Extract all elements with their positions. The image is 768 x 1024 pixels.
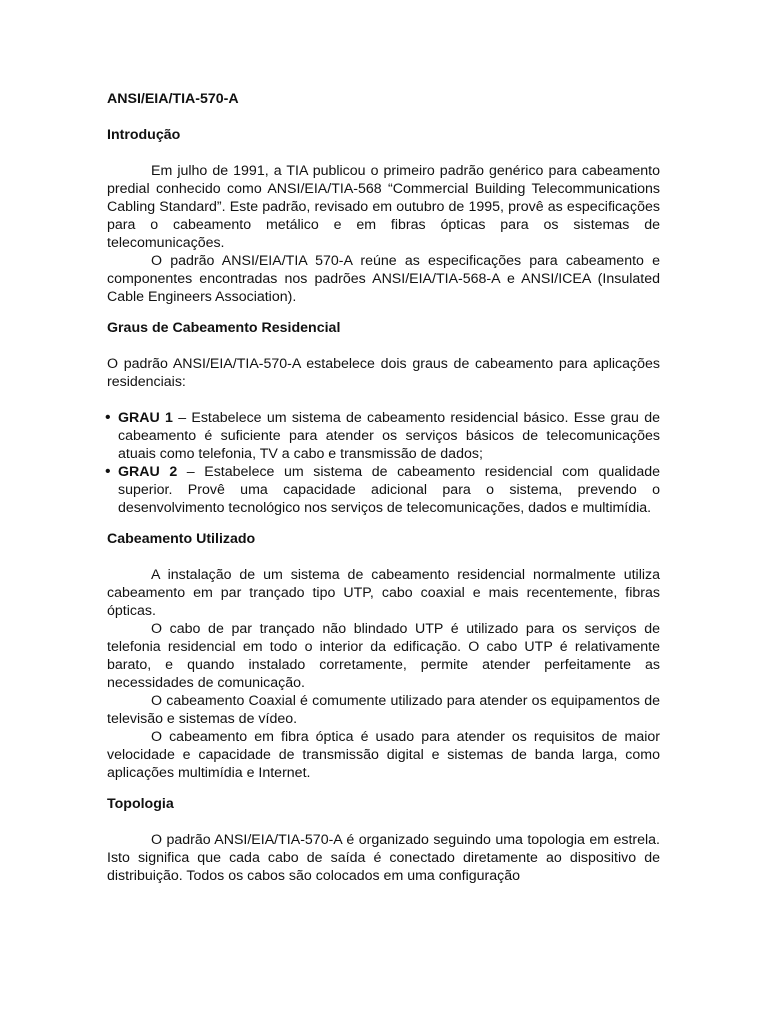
graus-bullet-list [107,409,660,517]
section-heading-topologia: Topologia [107,796,174,812]
graus-paragraph-1: O padrão ANSI/EIA/TIA-570-A estabelece dois graus de cabeamento para aplicações residenciais: [107,356,660,390]
grau-1-text: – Estabelece um sistema de cabeamento residencial básico. Esse grau de cabeamento é suficiente para atender os serviços básicos de telecomunicações atuais como telefonia, TV a cabo e transmissão de dados; [118,410,660,462]
cabeamento-paragraph-1: A instalação de um sistema de cabeamento residencial normalmente utiliza cabeamento em par trançado tipo UTP, cabo coaxial e mais recentemente, fibras ópticas. [107,567,660,619]
cabeamento-paragraph-4: O cabeamento em fibra óptica é usado para atender os requisitos de maior velocidade e capacidade de transmissão digital e sistemas de banda larga, como aplicações multimídia e Internet. [107,729,660,781]
document-page [107,90,660,885]
grau-2-text: – Estabelece um sistema de cabeamento residencial com qualidade superior. Provê uma capacidade adicional para o sistema, prevendo o desenvolvimento tecnológico nos serviços de telecomunicações, dados e multimídia. [118,464,660,516]
cabeamento-paragraph-3: O cabeamento Coaxial é comumente utilizado para atender os equipamentos de televisão e sistemas de vídeo. [107,693,660,727]
grau-2-label: GRAU 2 [118,464,178,480]
list-item [107,409,660,463]
bullet-icon: • [105,463,111,480]
cabeamento-paragraph-2: O cabo de par trançado não blindado UTP é utilizado para os serviços de telefonia residencial em todo o interior da edificação. O cabo UTP é relativamente barato, e quando instalado corretamente, permite atender perfeitamente as necessidades de comunicação. [107,621,660,691]
grau-1-label: GRAU 1 [118,410,173,426]
section-heading-graus: Graus de Cabeamento Residencial [107,320,341,336]
intro-paragraph-1: Em julho de 1991, a TIA publicou o primeiro padrão genérico para cabeamento predial conhecido como ANSI/EIA/TIA-568 “Commercial Building Telecommunications Cabling Standard”. Este padrão, revisado em outubro de 1995, provê as especificações para o cabeamento metálico e em fibras ópticas para os sistemas de telecomunicações. [107,163,660,251]
list-item [107,463,660,517]
section-heading-introducao: Introdução [107,127,181,143]
document-title: ANSI/EIA/TIA-570-A [107,91,239,107]
section-heading-cabeamento: Cabeamento Utilizado [107,531,256,547]
bullet-icon: • [105,409,111,426]
topologia-paragraph-1: O padrão ANSI/EIA/TIA-570-A é organizado seguindo uma topologia em estrela. Isto significa que cada cabo de saída é conectado diretamente ao dispositivo de distribuição. Todos os cabos são colocados em uma configuração [107,832,660,884]
intro-paragraph-2: O padrão ANSI/EIA/TIA 570-A reúne as especificações para cabeamento e componentes encontradas nos padrões ANSI/EIA/TIA-568-A e ANSI/ICEA (Insulated Cable Engineers Association). [107,253,660,305]
